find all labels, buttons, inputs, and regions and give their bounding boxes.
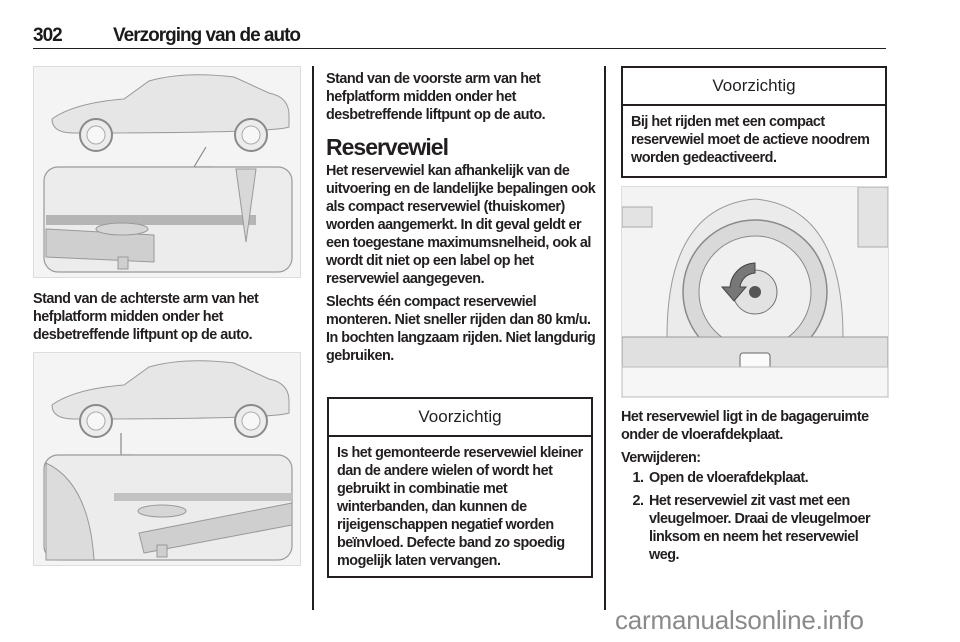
car-jack-illustration-front: [34, 353, 300, 565]
remove-label: Verwijderen:: [621, 450, 701, 466]
page-number: 302: [33, 25, 62, 46]
chapter-title: Verzorging van de auto: [113, 25, 301, 46]
figure-rear-jack-point: [33, 66, 301, 278]
spare-wheel-illustration: [622, 187, 888, 397]
removal-step: 1. Open de vloerafdekplaat.: [647, 469, 891, 487]
column-divider-left: [312, 66, 314, 610]
watermark: carmanualsonline.info: [615, 605, 864, 635]
caption-rear-arm: [33, 290, 305, 349]
caption-rear-arm-text: Stand van de achterste arm van het hefplatform midden onder het desbetreffende liftpunt op de auto.: [33, 291, 259, 343]
middle-column-text: [326, 70, 602, 370]
caution-body: Is het gemonteerde reservewiel kleiner dan de andere wielen of wordt het gebruikt in combinatie met winterbanden, dan kunnen de rijeigenschappen negatief worden beïnvloed. Defecte band zo spoedig mogelijk laten vervangen.: [337, 445, 583, 569]
figure-front-jack-point: [33, 352, 301, 566]
column-divider-right: [604, 66, 606, 610]
caution-box-middle: [327, 397, 593, 578]
front-arm-text: Stand van de voorste arm van het hefplatform midden onder het desbetreffende liftpunt op de auto.: [326, 71, 546, 123]
section-heading-reservewiel: Reservewiel: [326, 134, 448, 160]
caution-body: Bij het rijden met een compact reservewiel moet de actieve noodrem worden gedeactiveerd.: [631, 114, 870, 166]
spare-wheel-paragraph-1: Het reservewiel kan afhankelijk van de uitvoering en de landelijke bepalingen ook als compact reservewiel (thuiskomer) worden aangemerkt. In dit geval geldt er een toegestane maximumsnelheid, ook al wordt dit niet op een label op het reservewiel aangegeven.: [326, 163, 596, 287]
caution-title: Voorzichtig: [623, 68, 885, 106]
removal-steps: [621, 469, 891, 564]
spare-wheel-location-text: Het reservewiel ligt in de bagageruimte onder de vloerafdekplaat.: [621, 409, 869, 443]
car-jack-illustration-rear: [34, 67, 300, 277]
spare-wheel-paragraph-2: Slechts één compact reservewiel monteren. Niet sneller rijden dan 80 km/u. In bochten langzaam rijden. Niet langdurig gebruiken.: [326, 294, 596, 364]
caution-box-right: [621, 66, 887, 178]
page-header: [33, 22, 886, 49]
removal-step: 2. Het reservewiel zit vast met een vleugelmoer. Draai de vleugelmoer linksom en neem het reservewiel weg.: [647, 492, 891, 564]
caution-title: Voorzichtig: [329, 399, 591, 437]
figure-spare-wheel-well: [621, 186, 889, 398]
right-column-text: [621, 408, 891, 569]
